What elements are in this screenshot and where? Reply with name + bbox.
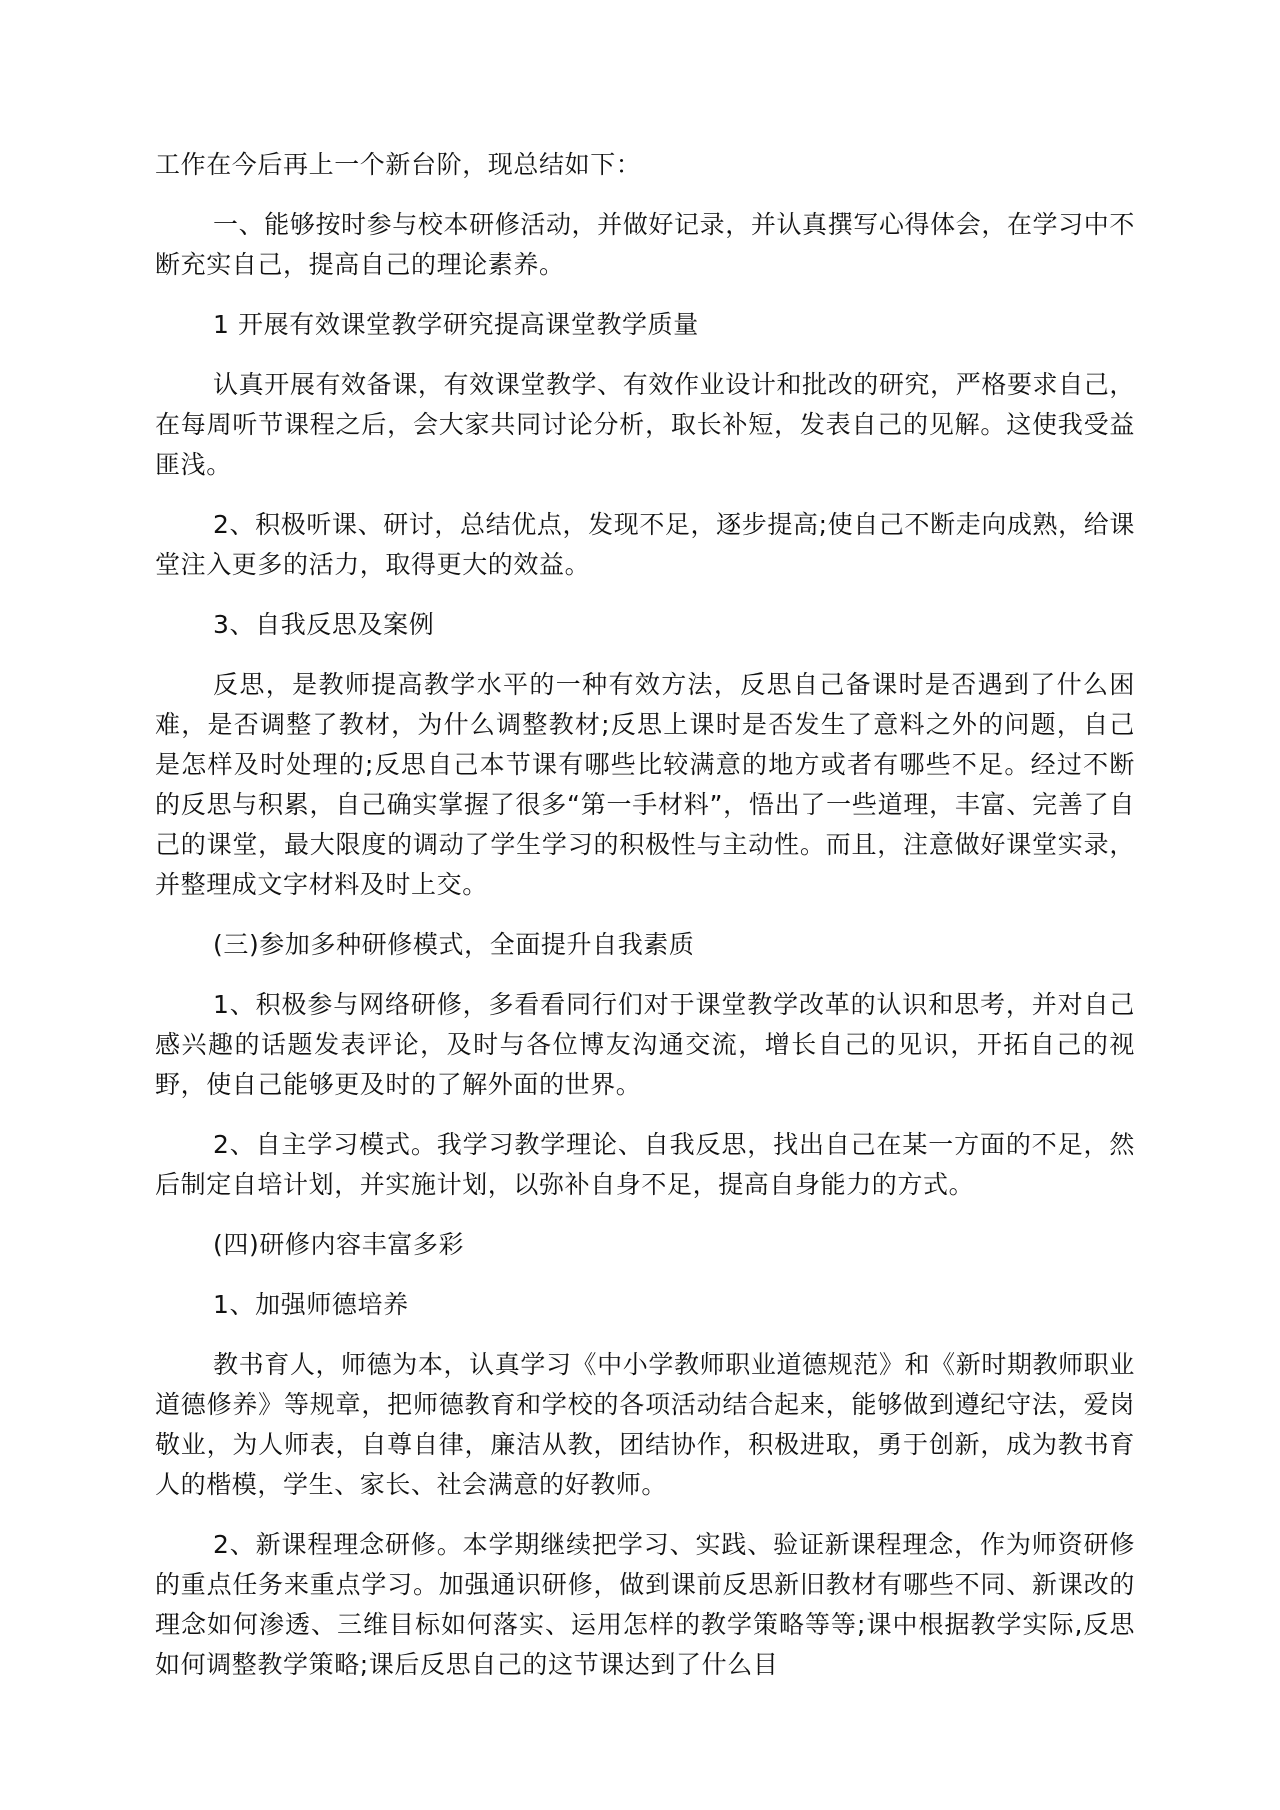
paragraph-intro: 工作在今后再上一个新台阶，现总结如下： (155, 150, 642, 179)
document-body (155, 145, 1135, 1705)
subheading-section-three: (三)参加多种研修模式，全面提升自我素质 (213, 930, 695, 959)
paragraph-effective-lessons: 认真开展有效备课，有效课堂教学、有效作业设计和批改的研究，严格要求自己，在每周听节课程之后，会大家共同讨论分析，取长补短，发表自己的见解。这使我受益匪浅。 (155, 370, 1135, 479)
paragraph-new-curriculum: 2、新课程理念研修。本学期继续把学习、实践、验证新课程理念，作为师资研修的重点任务来重点学习。加强通识研修，做到课前反思新旧教材有哪些不同、新课改的理念如何渗透、三维目标如何落实、运用怎样的教学策略等等;课中根据教学实际,反思如何调整教学策略;课后反思自己的这节课达到了什么目 (155, 1530, 1135, 1679)
subheading-section-four: (四)研修内容丰富多彩 (213, 1230, 465, 1259)
paragraph-self-study: 2、自主学习模式。我学习教学理论、自我反思，找出自己在某一方面的不足，然后制定自培计划，并实施计划，以弥补自身不足，提高自身能力的方式。 (155, 1130, 1135, 1199)
subheading-teacher-ethics: 1、加强师德培养 (213, 1290, 409, 1319)
paragraph-listen-discuss: 2、积极听课、研讨，总结优点，发现不足，逐步提高;使自己不断走向成熟，给课堂注入更多的活力，取得更大的效益。 (155, 510, 1135, 579)
paragraph-ethics: 教书育人，师德为本，认真学习《中小学教师职业道德规范》和《新时期教师职业道德修养》等规章，把师德教育和学校的各项活动结合起来，能够做到遵纪守法，爱岗敬业，为人师表，自尊自律，廉洁从教，团结协作，积极进取，勇于创新，成为教书育人的楷模，学生、家长、社会满意的好教师。 (155, 1350, 1135, 1499)
paragraph-reflection: 反思，是教师提高教学水平的一种有效方法，反思自己备课时是否遇到了什么困难，是否调整了教材，为什么调整教材;反思上课时是否发生了意料之外的问题，自己是怎样及时处理的;反思自己本节课有哪些比较满意的地方或者有哪些不足。经过不断的反思与积累，自己确实掌握了很多“第一手材料”，悟出了一些道理，丰富、完善了自己的课堂，最大限度的调动了学生学习的积极性与主动性。而且，注意做好课堂实录，并整理成文字材料及时上交。 (155, 670, 1135, 899)
paragraph-section-one: 一、能够按时参与校本研修活动，并做好记录，并认真撰写心得体会，在学习中不断充实自己，提高自己的理论素养。 (155, 210, 1135, 279)
paragraph-online-study: 1、积极参与网络研修，多看看同行们对于课堂教学改革的认识和思考，并对自己感兴趣的话题发表评论，及时与各位博友沟通交流，增长自己的见识，开拓自己的视野，使自己能够更及时的了解外面的世界。 (155, 990, 1135, 1099)
subheading-self-reflection: 3、自我反思及案例 (213, 610, 435, 639)
subheading-effective-teaching: 1 开展有效课堂教学研究提高课堂教学质量 (213, 310, 699, 339)
